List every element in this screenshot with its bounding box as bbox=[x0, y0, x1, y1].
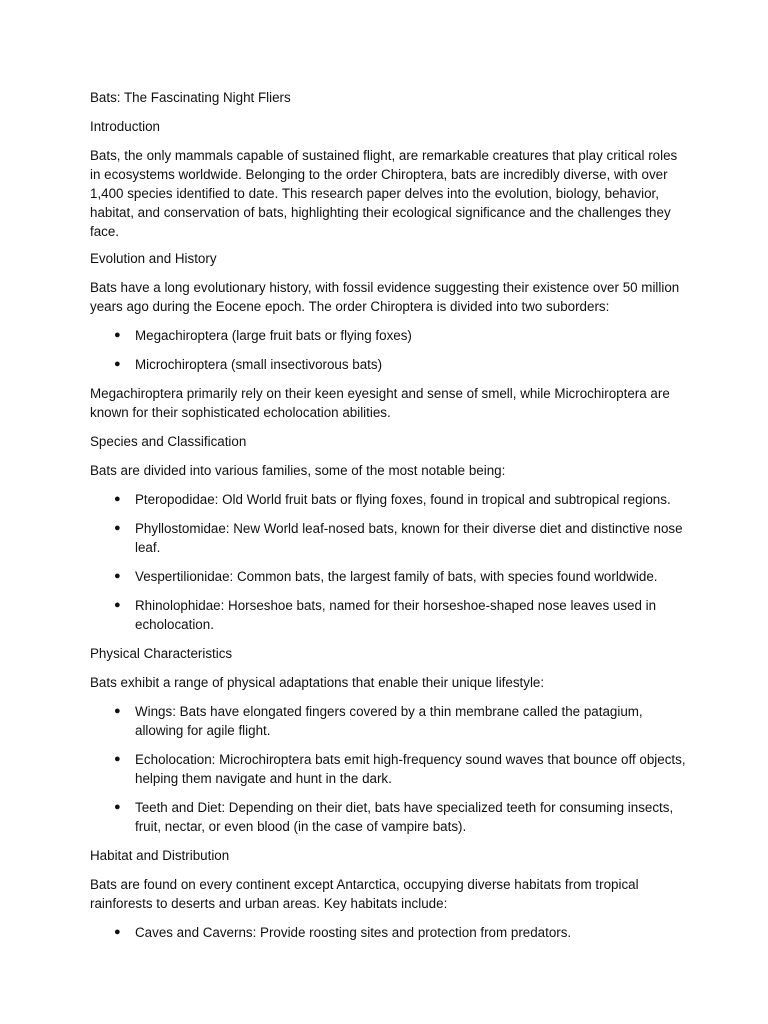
list-suborders bbox=[90, 326, 690, 374]
paragraph-habitat-1: Bats are found on every continent except Antarctica, occupying diverse habitats from tropical rainforests to deserts and urban areas. Key habitats include: bbox=[90, 877, 639, 911]
paragraph-physical-1: Bats exhibit a range of physical adaptations that enable their unique lifestyle: bbox=[90, 675, 545, 690]
list-families bbox=[90, 490, 690, 634]
list-item bbox=[90, 702, 690, 740]
heading-physical: Physical Characteristics bbox=[90, 646, 233, 661]
list-item-text: Phyllostomidae: New World leaf-nosed bats, known for their diverse diet and distinctive nose leaf. bbox=[135, 521, 683, 555]
heading-evolution: Evolution and History bbox=[90, 251, 217, 266]
list-habitats bbox=[90, 923, 690, 942]
paragraph-evolution-2: Megachiroptera primarily rely on their keen eyesight and sense of smell, while Microchiroptera are known for their sophisticated echolocation abilities. bbox=[90, 386, 670, 420]
list-item bbox=[90, 326, 690, 345]
list-item bbox=[90, 596, 690, 634]
paragraph-species-1: Bats are divided into various families, some of the most notable being: bbox=[90, 463, 506, 478]
list-item bbox=[90, 923, 690, 942]
document-title: Bats: The Fascinating Night Fliers bbox=[90, 90, 291, 105]
bullet-icon: ● bbox=[114, 926, 121, 938]
list-item bbox=[90, 490, 690, 509]
bullet-icon: ● bbox=[114, 570, 121, 582]
bullet-icon: ● bbox=[114, 705, 121, 717]
list-item-text: Wings: Bats have elongated fingers covered by a thin membrane called the patagium, allowing for agile flight. bbox=[135, 704, 643, 738]
paragraph-introduction: Bats, the only mammals capable of sustained flight, are remarkable creatures that play critical roles in ecosystems worldwide. Belonging to the order Chiroptera, bats are incredibly diverse, with over 1,400 species identified to date. This research paper delves into the evolution, biology, behavior, habitat, and conservation of bats, highlighting their ecological significance and the challenges they face. bbox=[90, 148, 678, 239]
heading-introduction: Introduction bbox=[90, 119, 160, 134]
document-page bbox=[90, 88, 690, 952]
list-item-text: Teeth and Diet: Depending on their diet, bats have specialized teeth for consuming insects, fruit, nectar, or even blood (in the case of vampire bats). bbox=[135, 800, 674, 834]
bullet-icon: ● bbox=[114, 329, 121, 341]
list-item-text: Rhinolophidae: Horseshoe bats, named for their horseshoe-shaped nose leaves used in echolocation. bbox=[135, 598, 657, 632]
list-item bbox=[90, 519, 690, 557]
bullet-icon: ● bbox=[114, 801, 121, 813]
list-item-text: Caves and Caverns: Provide roosting sites and protection from predators. bbox=[135, 925, 572, 940]
list-item bbox=[90, 355, 690, 374]
list-item-text: Microchiroptera (small insectivorous bats) bbox=[135, 357, 383, 372]
heading-species: Species and Classification bbox=[90, 434, 247, 449]
list-item bbox=[90, 798, 690, 836]
list-item-text: Pteropodidae: Old World fruit bats or flying foxes, found in tropical and subtropical regions. bbox=[135, 492, 671, 507]
bullet-icon: ● bbox=[114, 522, 121, 534]
bullet-icon: ● bbox=[114, 493, 121, 505]
heading-habitat: Habitat and Distribution bbox=[90, 848, 230, 863]
bullet-icon: ● bbox=[114, 358, 121, 370]
list-item-text: Echolocation: Microchiroptera bats emit high-frequency sound waves that bounce off objects, helping them navigate and hunt in the dark. bbox=[135, 752, 686, 786]
bullet-icon: ● bbox=[114, 753, 121, 765]
list-item-text: Vespertilionidae: Common bats, the largest family of bats, with species found worldwide. bbox=[135, 569, 658, 584]
paragraph-evolution-1: Bats have a long evolutionary history, with fossil evidence suggesting their existence over 50 million years ago during the Eocene epoch. The order Chiroptera is divided into two suborders: bbox=[90, 280, 680, 314]
bullet-icon: ● bbox=[114, 599, 121, 611]
list-physical bbox=[90, 702, 690, 836]
list-item bbox=[90, 750, 690, 788]
list-item bbox=[90, 567, 690, 586]
list-item-text: Megachiroptera (large fruit bats or flying foxes) bbox=[135, 328, 412, 343]
